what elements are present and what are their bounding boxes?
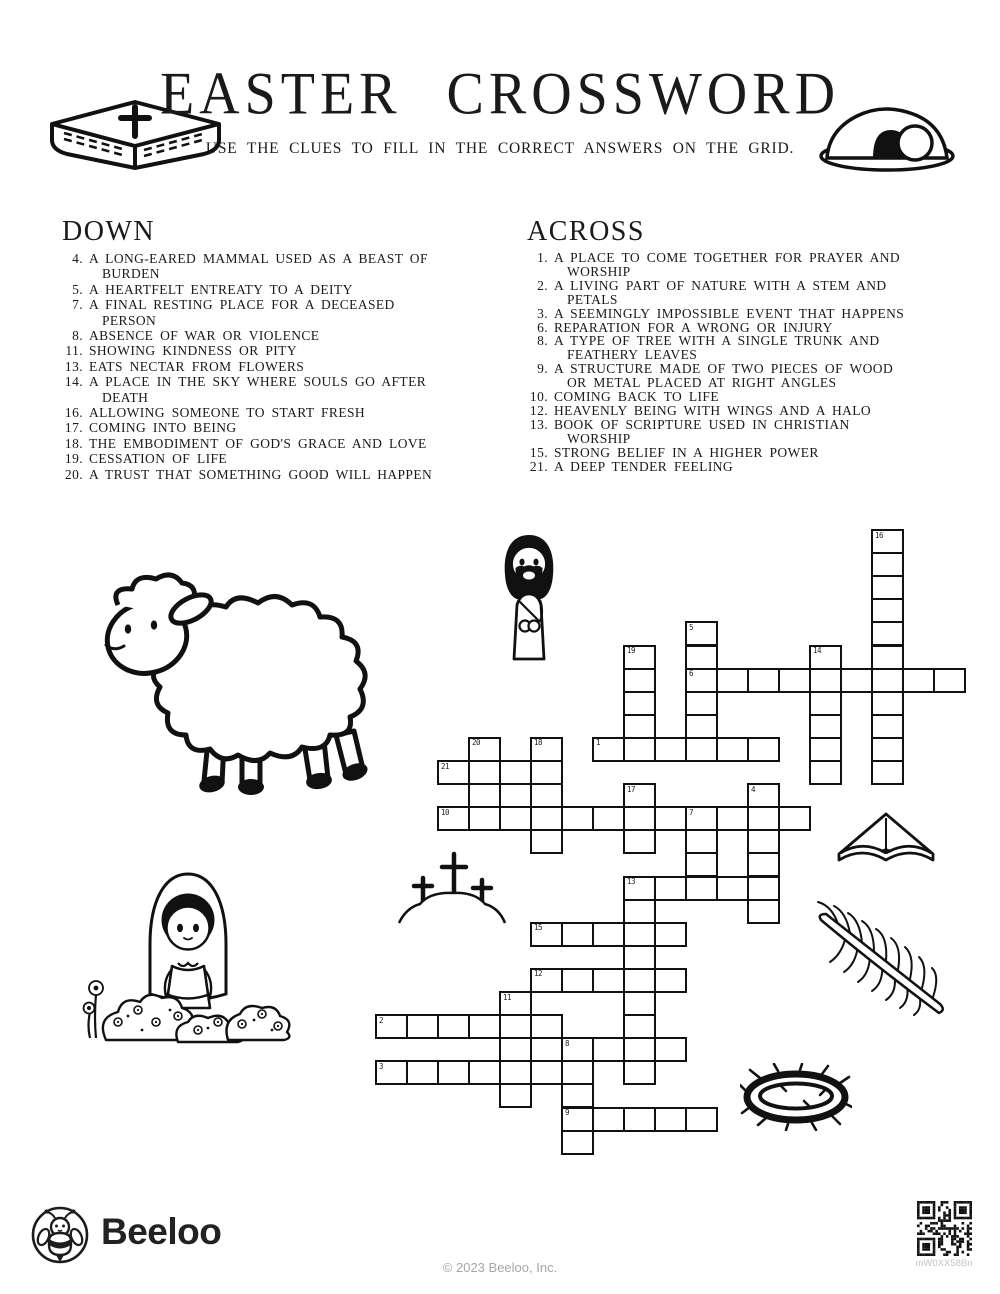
- cell-number: 17: [627, 784, 636, 794]
- grid-cell[interactable]: [809, 714, 842, 739]
- grid-cell[interactable]: [871, 714, 904, 739]
- grid-cell[interactable]: [685, 1107, 718, 1132]
- grid-cell[interactable]: [437, 806, 470, 831]
- grid-cell[interactable]: [623, 1107, 656, 1132]
- grid-cell[interactable]: [499, 1037, 532, 1062]
- brand-name: Beeloo: [101, 1211, 222, 1252]
- clue-text: THE EMBODIMENT OF GOD'S GRACE AND LOVE: [89, 435, 427, 451]
- grid-cell[interactable]: [561, 806, 594, 831]
- clue-number: 17.: [64, 420, 83, 436]
- page-subtitle: USE THE CLUES TO FILL IN THE CORRECT ANSWERS ON THE GRID.: [205, 140, 795, 157]
- grid-cell[interactable]: [375, 1014, 408, 1039]
- clue-number: 13.: [64, 358, 83, 374]
- cell-number: 8: [565, 1038, 570, 1048]
- bee-logo: [30, 1205, 90, 1265]
- cell-number: 3: [379, 1061, 384, 1071]
- clue-text: A FINAL RESTING PLACE FOR A DECEASED PERSON: [89, 297, 395, 328]
- grid-cell[interactable]: [592, 1107, 625, 1132]
- grid-cell[interactable]: [840, 668, 873, 693]
- grid-cell[interactable]: [499, 991, 532, 1016]
- grid-cell[interactable]: [902, 668, 935, 693]
- grid-cell[interactable]: [499, 806, 532, 831]
- grid-cell[interactable]: [871, 760, 904, 785]
- cell-number: 4: [751, 784, 756, 794]
- grid-cell[interactable]: [468, 806, 501, 831]
- grid-cell[interactable]: [561, 968, 594, 993]
- clue-number: 21.: [529, 458, 548, 474]
- grid-cell[interactable]: [375, 1060, 408, 1085]
- grid-cell[interactable]: [468, 783, 501, 808]
- cell-number: 7: [689, 807, 694, 817]
- cell-number: 21: [441, 761, 450, 771]
- clue-number: 16.: [64, 405, 83, 421]
- grid-cell[interactable]: [468, 737, 501, 762]
- grid-cell[interactable]: [623, 1060, 656, 1085]
- grid-cell[interactable]: [530, 806, 563, 831]
- grid-cell[interactable]: [530, 1014, 563, 1039]
- grid-cell[interactable]: [530, 829, 563, 854]
- clue-number: 8.: [72, 328, 83, 344]
- clue-text: A LONG-EARED MAMMAL USED AS A BEAST OF BURDEN: [89, 251, 428, 282]
- clue-number: 2.: [537, 277, 548, 293]
- grid-cell[interactable]: [530, 737, 563, 762]
- clue-number: 9.: [537, 361, 548, 377]
- grid-cell[interactable]: [530, 1060, 563, 1085]
- grid-cell[interactable]: [561, 1130, 594, 1155]
- clue-number: 7.: [72, 297, 83, 313]
- grid-cell[interactable]: [871, 691, 904, 716]
- clue-text: A DEEP TENDER FEELING: [554, 458, 734, 474]
- grid-cell[interactable]: [561, 922, 594, 947]
- grid-cell[interactable]: [685, 876, 718, 901]
- grid-cell[interactable]: [654, 806, 687, 831]
- grid-cell[interactable]: [747, 783, 780, 808]
- clue-text: A HEARTFELT ENTREATY TO A DEITY: [89, 281, 353, 297]
- grid-cell[interactable]: [468, 1060, 501, 1085]
- cell-number: 14: [813, 646, 822, 655]
- clue-number: 19.: [64, 451, 83, 467]
- grid-cell[interactable]: [561, 1083, 594, 1108]
- grid-cell[interactable]: [592, 922, 625, 947]
- grid-cell[interactable]: [809, 645, 842, 670]
- grid-cell[interactable]: [809, 668, 842, 693]
- grid-cell[interactable]: [809, 691, 842, 716]
- down-heading: DOWN: [62, 216, 156, 247]
- clue-text: A TRUST THAT SOMETHING GOOD WILL HAPPEN: [89, 466, 433, 482]
- grid-cell[interactable]: [747, 829, 780, 854]
- clue-text: A PLACE IN THE SKY WHERE SOULS GO AFTER DEATH: [89, 374, 427, 405]
- clue-text: SHOWING KINDNESS OR PITY: [89, 343, 297, 359]
- clue-number: 14.: [64, 374, 83, 390]
- grid-cell[interactable]: [685, 852, 718, 877]
- grid-cell[interactable]: [623, 668, 656, 693]
- grid-cell[interactable]: [499, 1014, 532, 1039]
- clue-number: 3.: [537, 305, 548, 321]
- grid-cell[interactable]: [623, 945, 656, 970]
- grid-cell[interactable]: [623, 876, 656, 901]
- grid-cell[interactable]: [623, 991, 656, 1016]
- grid-cell[interactable]: [747, 737, 780, 762]
- grid-cell[interactable]: [406, 1060, 439, 1085]
- clue-text: A LIVING PART OF NATURE WITH A STEM AND PETALS: [554, 277, 887, 307]
- grid-cell[interactable]: [623, 645, 656, 670]
- clue-number: 20.: [64, 466, 83, 482]
- grid-cell[interactable]: [561, 1060, 594, 1085]
- cell-number: 19: [627, 646, 636, 655]
- clue-text: REPARATION FOR A WRONG OR INJURY: [554, 319, 833, 335]
- grid-cell[interactable]: [685, 645, 718, 670]
- clue-text: COMING INTO BEING: [89, 420, 237, 436]
- cell-number: 11: [503, 992, 512, 1002]
- clue-text: BOOK OF SCRIPTURE USED IN CHRISTIAN WORSHIP: [554, 416, 850, 446]
- grid-cell[interactable]: [654, 1037, 687, 1062]
- grid-cell[interactable]: [871, 645, 904, 670]
- grid-cell[interactable]: [530, 783, 563, 808]
- clue-text: A SEEMINGLY IMPOSSIBLE EVENT THAT HAPPENS: [554, 305, 905, 321]
- page-title: EASTER CROSSWORD: [159, 60, 841, 128]
- grid-cell[interactable]: [716, 668, 749, 693]
- clue-number: 10.: [529, 389, 548, 405]
- grid-cell[interactable]: [778, 806, 811, 831]
- grid-cell[interactable]: [530, 968, 563, 993]
- grid-cell[interactable]: [685, 806, 718, 831]
- grid-cell[interactable]: [468, 760, 501, 785]
- grid-cell[interactable]: [747, 668, 780, 693]
- grid-cell[interactable]: [623, 922, 656, 947]
- grid-cell[interactable]: [623, 737, 656, 762]
- grid-cell[interactable]: [685, 829, 718, 854]
- clue-number: 12.: [529, 402, 548, 418]
- grid-cell[interactable]: [871, 737, 904, 762]
- grid-cell[interactable]: [654, 876, 687, 901]
- grid-cell[interactable]: [654, 922, 687, 947]
- qr-code: [917, 1201, 972, 1256]
- grid-cell[interactable]: [685, 714, 718, 739]
- cell-number: 1: [596, 738, 601, 748]
- clue-number: 13.: [529, 416, 548, 432]
- cell-number: 12: [534, 969, 543, 979]
- grid-cell[interactable]: [499, 760, 532, 785]
- grid-cell[interactable]: [437, 1060, 470, 1085]
- cell-number: 20: [472, 738, 481, 748]
- clue-text: A PLACE TO COME TOGETHER FOR PRAYER AND WORSHIP: [554, 250, 901, 279]
- clue-text: EATS NECTAR FROM FLOWERS: [89, 358, 305, 374]
- grid-cell[interactable]: [716, 806, 749, 831]
- clue-text: CESSATION OF LIFE: [89, 451, 228, 467]
- grid-cell[interactable]: [623, 829, 656, 854]
- copyright-text: © 2023 Beeloo, Inc.: [442, 1260, 558, 1275]
- grid-cell[interactable]: [685, 691, 718, 716]
- grid-cell[interactable]: [871, 598, 904, 623]
- clue-text: ALLOWING SOMEONE TO START FRESH: [89, 405, 366, 421]
- grid-cell[interactable]: [871, 552, 904, 577]
- grid-cell[interactable]: [685, 621, 718, 646]
- grid-cell[interactable]: [871, 575, 904, 600]
- grid-cell[interactable]: [654, 1107, 687, 1132]
- across-heading: ACROSS: [527, 216, 645, 247]
- clue-text: HEAVENLY BEING WITH WINGS AND A HALO: [554, 402, 872, 418]
- clue-number: 18.: [64, 435, 83, 451]
- grid-cell[interactable]: [592, 806, 625, 831]
- grid-cell[interactable]: [592, 968, 625, 993]
- cell-number: 18: [534, 738, 543, 748]
- grid-cell[interactable]: [716, 737, 749, 762]
- grid-cell[interactable]: [685, 737, 718, 762]
- cell-number: 15: [534, 923, 543, 933]
- grid-cell[interactable]: [592, 737, 625, 762]
- grid-cell[interactable]: [623, 1014, 656, 1039]
- grid-cell[interactable]: [654, 968, 687, 993]
- grid-cell[interactable]: [747, 876, 780, 901]
- clue-number: 5.: [72, 281, 83, 297]
- clue-number: 11.: [65, 343, 83, 359]
- clue-text: STRONG BELIEF IN A HIGHER POWER: [554, 444, 819, 460]
- grid-cell[interactable]: [499, 1083, 532, 1108]
- grid-cell[interactable]: [530, 922, 563, 947]
- clue-text: A TYPE OF TREE WITH A SINGLE TRUNK AND FEATHERY LEAVES: [554, 333, 880, 363]
- grid-cell[interactable]: [561, 1037, 594, 1062]
- grid-cell[interactable]: [623, 783, 656, 808]
- grid-cell[interactable]: [623, 1037, 656, 1062]
- grid-cell[interactable]: [871, 529, 904, 554]
- grid-cell[interactable]: [499, 1060, 532, 1085]
- clue-text: A STRUCTURE MADE OF TWO PIECES OF WOOD OR METAL PLACED AT RIGHT ANGLES: [554, 361, 894, 391]
- grid-cell[interactable]: [437, 760, 470, 785]
- cell-number: 10: [441, 807, 450, 817]
- grid-cell[interactable]: [623, 899, 656, 924]
- grid-cell[interactable]: [809, 737, 842, 762]
- grid-cell[interactable]: [871, 668, 904, 693]
- grid-cell[interactable]: [623, 806, 656, 831]
- grid-cell[interactable]: [747, 899, 780, 924]
- grid-cell[interactable]: [623, 714, 656, 739]
- clue-text: COMING BACK TO LIFE: [554, 389, 719, 405]
- qr-code-label: mW0XX58Bn: [915, 1258, 973, 1269]
- cell-number: 9: [565, 1108, 570, 1117]
- grid-cell[interactable]: [468, 1014, 501, 1039]
- grid-cell[interactable]: [654, 737, 687, 762]
- clue-number: 6.: [537, 319, 548, 335]
- cell-number: 5: [689, 622, 694, 632]
- clue-number: 4.: [72, 251, 83, 266]
- grid-cell[interactable]: [778, 668, 811, 693]
- cell-number: 13: [627, 877, 636, 886]
- grid-cell[interactable]: [592, 1037, 625, 1062]
- grid-cell[interactable]: [437, 1014, 470, 1039]
- grid-cell[interactable]: [561, 1107, 594, 1132]
- grid-cell[interactable]: [530, 760, 563, 785]
- cell-number: 6: [689, 669, 694, 679]
- grid-cell[interactable]: [623, 691, 656, 716]
- grid-cell[interactable]: [747, 852, 780, 877]
- clue-text: ABSENCE OF WAR OR VIOLENCE: [89, 328, 320, 344]
- grid-cell[interactable]: [809, 760, 842, 785]
- grid-cell[interactable]: [871, 621, 904, 646]
- grid-cell[interactable]: [623, 968, 656, 993]
- grid-cell[interactable]: [716, 876, 749, 901]
- grid-cell[interactable]: [685, 668, 718, 693]
- clue-number: 8.: [537, 333, 548, 349]
- cell-number: 16: [875, 530, 884, 540]
- grid-cell[interactable]: [933, 668, 966, 693]
- clue-number: 1.: [537, 250, 548, 265]
- clue-number: 15.: [529, 444, 548, 460]
- cell-number: 2: [379, 1015, 384, 1025]
- grid-cell[interactable]: [406, 1014, 439, 1039]
- grid-cell[interactable]: [747, 806, 780, 831]
